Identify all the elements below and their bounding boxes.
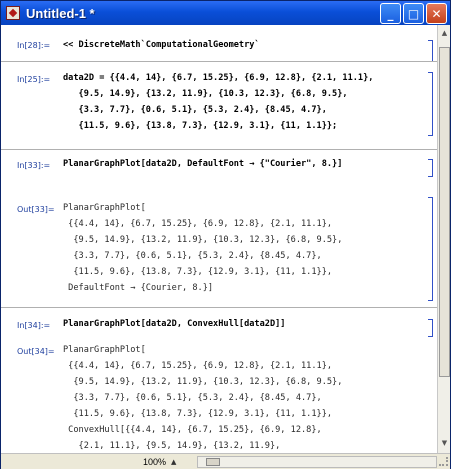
input-cell-34[interactable] — [1, 315, 437, 337]
horizontal-scroll-thumb[interactable] — [206, 458, 220, 466]
cell-line[interactable]: data2D = {{4.4, 14}, {6.7, 15.25}, {6.9, 12.8}, {2.1, 11.1}, — [63, 73, 374, 83]
mathematica-app-icon[interactable] — [6, 6, 20, 20]
cell-line[interactable]: PlanarGraphPlot[ — [63, 345, 146, 355]
output-cell-34[interactable] — [1, 341, 437, 453]
cell-line[interactable]: {11.5, 9.6}, {13.8, 7.3}, {12.9, 3.1}, {11, 1.1}}, — [63, 409, 333, 419]
window-controls — [380, 3, 447, 24]
window-title: Untitled-1 * — [26, 5, 95, 21]
cell-line[interactable]: PlanarGraphPlot[data2D, ConvexHull[data2D]] — [63, 319, 286, 329]
cell-bracket[interactable] — [428, 197, 433, 301]
horizontal-scrollbar[interactable] — [197, 456, 437, 468]
scroll-down-icon[interactable]: ▼ — [441, 439, 448, 447]
cell-line[interactable]: {{4.4, 14}, {6.7, 15.25}, {6.9, 12.8}, {2.1, 11.1}, — [63, 219, 333, 229]
cell-separator — [1, 149, 437, 150]
output-cell-33[interactable] — [1, 199, 437, 299]
title-bar[interactable] — [1, 1, 450, 25]
cell-line[interactable]: DefaultFont → {Courier, 8.}] — [63, 283, 214, 293]
cell-label: In[34]:= — [17, 321, 51, 330]
input-cell-28[interactable] — [1, 35, 437, 57]
scroll-up-icon[interactable]: ▲ — [441, 29, 448, 37]
cell-separator — [1, 61, 437, 62]
cell-line[interactable]: ConvexHull[{{4.4, 14}, {6.7, 15.25}, {6.9, 12.8}, — [63, 425, 322, 435]
cell-line[interactable]: {11.5, 9.6}, {13.8, 7.3}, {12.9, 3.1}, {11, 1.1}}, — [63, 267, 333, 277]
scroll-thumb[interactable] — [439, 47, 450, 377]
zoom-menu-icon[interactable]: ▲ — [171, 457, 177, 466]
cell-line[interactable]: << DiscreteMath`ComputationalGeometry` — [63, 40, 260, 50]
cell-label: Out[34]= — [17, 347, 55, 356]
input-cell-33[interactable] — [1, 155, 437, 177]
resize-grip-icon[interactable] — [439, 457, 448, 466]
cell-line[interactable]: PlanarGraphPlot[ — [63, 203, 146, 213]
cell-label: In[25]:= — [17, 75, 51, 84]
cell-bracket[interactable] — [428, 40, 433, 62]
vertical-scrollbar[interactable] — [437, 25, 450, 453]
cell-bracket[interactable] — [428, 72, 433, 136]
status-bar — [1, 453, 450, 469]
notebook-content[interactable] — [1, 25, 437, 453]
cell-line[interactable]: PlanarGraphPlot[data2D, DefaultFont → {"Courier", 8.}] — [63, 159, 343, 169]
minimize-button[interactable]: _ — [380, 3, 401, 24]
cell-line[interactable]: {3.3, 7.7}, {0.6, 5.1}, {5.3, 2.4}, {8.45, 4.7}, — [63, 251, 322, 261]
cell-line[interactable]: {11.5, 9.6}, {13.8, 7.3}, {12.9, 3.1}, {11, 1.1}}; — [63, 121, 338, 131]
cell-line[interactable]: {3.3, 7.7}, {0.6, 5.1}, {5.3, 2.4}, {8.45, 4.7}, — [63, 393, 322, 403]
zoom-level[interactable]: 100% — [143, 456, 167, 467]
cell-line[interactable]: {{4.4, 14}, {6.7, 15.25}, {6.9, 12.8}, {2.1, 11.1}, — [63, 361, 333, 371]
cell-bracket[interactable] — [428, 319, 433, 337]
cell-label: Out[33]= — [17, 205, 55, 214]
cell-label: In[28]:= — [17, 41, 51, 50]
cell-line[interactable]: {3.3, 7.7}, {0.6, 5.1}, {5.3, 2.4}, {8.45, 4.7}, — [63, 105, 327, 115]
cell-label: In[33]:= — [17, 161, 51, 170]
cell-line[interactable]: {2.1, 11.1}, {9.5, 14.9}, {13.2, 11.9}, — [63, 441, 281, 451]
input-cell-25[interactable] — [1, 69, 437, 145]
cell-line[interactable]: {9.5, 14.9}, {13.2, 11.9}, {10.3, 12.3}, {6.8, 9.5}, — [63, 89, 348, 99]
cell-separator — [1, 307, 437, 308]
close-button[interactable]: ✕ — [426, 3, 447, 24]
cell-line[interactable]: {9.5, 14.9}, {13.2, 11.9}, {10.3, 12.3}, {6.8, 9.5}, — [63, 377, 343, 387]
cell-line[interactable]: {9.5, 14.9}, {13.2, 11.9}, {10.3, 12.3}, {6.8, 9.5}, — [63, 235, 343, 245]
maximize-button[interactable]: □ — [403, 3, 424, 24]
cell-bracket[interactable] — [428, 159, 433, 177]
